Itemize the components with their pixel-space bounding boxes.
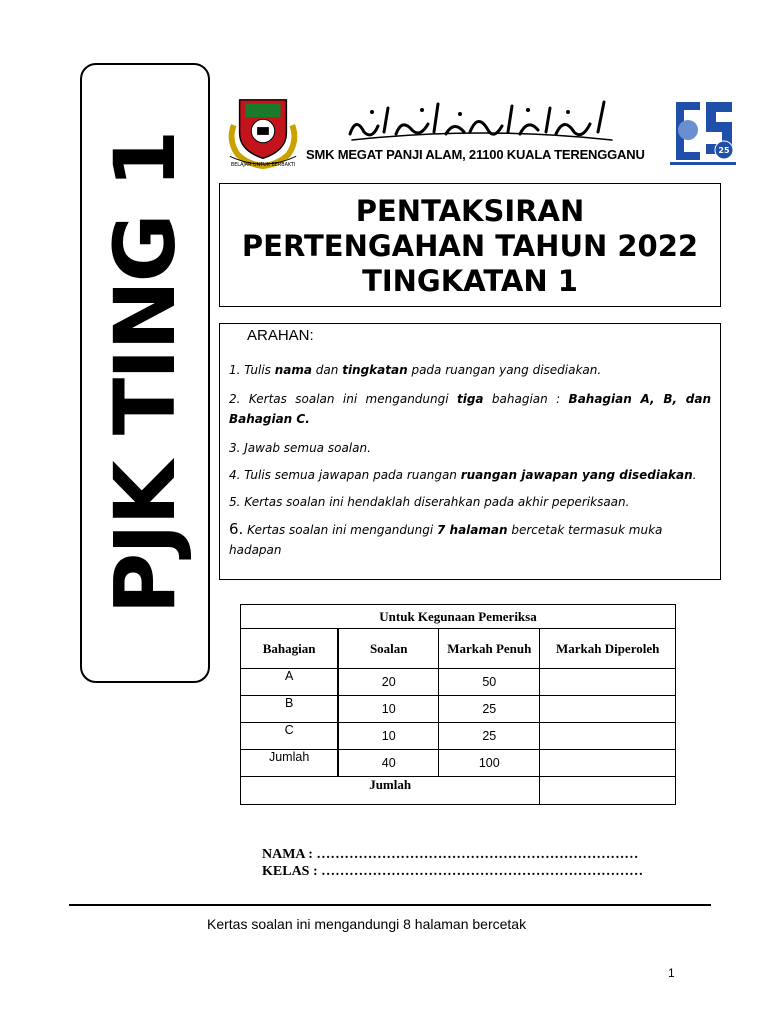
footer-divider — [69, 904, 711, 906]
row-a-penuh: 50 — [439, 669, 540, 696]
row-a-bahagian: A — [241, 669, 339, 696]
row-b-penuh: 25 — [439, 696, 540, 723]
logo-badge-number: 25 — [718, 146, 730, 155]
transformation-program-logo — [666, 94, 740, 168]
instruction-4: 4. Tulis semua jawapan pada ruangan ruangan jawapan yang disediakan. — [229, 468, 697, 482]
row-jumlah-bahagian: Jumlah — [241, 750, 339, 777]
exam-title-box — [219, 183, 721, 307]
row-b-diperoleh[interactable] — [540, 696, 676, 723]
exam-title-line2: PERTENGAHAN TAHUN 2022 — [241, 229, 699, 263]
instruction-6: 6. Kertas soalan ini mengandungi 7 halaman bercetak termasuk muka hadapan — [229, 520, 663, 557]
row-jumlah-penuh: 100 — [439, 750, 540, 777]
header-bahagian: Bahagian — [241, 629, 339, 669]
total-value-cell[interactable] — [540, 777, 676, 805]
footer-note: Kertas soalan ini mengandungi 8 halaman bercetak — [207, 916, 527, 932]
school-name: SMK MEGAT PANJI ALAM, 21100 KUALA TERENGGANU — [306, 147, 645, 162]
arabic-calligraphy-motto — [342, 96, 618, 144]
row-a-diperoleh[interactable] — [540, 669, 676, 696]
total-label: Jumlah — [241, 777, 540, 805]
instruction-3: 3. Jawab semua soalan. — [229, 441, 371, 455]
row-a-soalan: 20 — [338, 669, 438, 696]
row-c-bahagian: C — [241, 723, 339, 750]
student-name-field[interactable]: NAMA : …………………………………………………………… — [262, 847, 639, 862]
instruction-2: 2. Kertas soalan ini mengandungi tiga bahagian : Bahagian A, B, dan Bahagian C. — [229, 392, 712, 426]
row-c-soalan: 10 — [338, 723, 438, 750]
row-jumlah-diperoleh[interactable] — [540, 750, 676, 777]
exam-title-line3: TINGKATAN 1 — [362, 264, 578, 298]
row-c-diperoleh[interactable] — [540, 723, 676, 750]
header-markah-diperoleh: Markah Diperoleh — [540, 629, 676, 669]
subject-side-label: PJK TING 1 — [96, 131, 194, 615]
table-row — [241, 669, 676, 696]
exam-title-line1: PENTAKSIRAN — [355, 194, 585, 228]
instruction-5: 5. Kertas soalan ini hendaklah diserahkan pada akhir peperiksaan. — [229, 495, 630, 509]
examiner-marks-table — [240, 604, 676, 805]
student-class-field[interactable]: KELAS : …………………………………………………………… — [262, 864, 644, 879]
table-row — [241, 696, 676, 723]
header-soalan: Soalan — [338, 629, 438, 669]
page-number: 1 — [668, 966, 675, 980]
header-markah-penuh: Markah Penuh — [439, 629, 540, 669]
instructions-heading: ARAHAN: — [247, 327, 314, 344]
table-row — [241, 750, 676, 777]
row-b-soalan: 10 — [338, 696, 438, 723]
school-crest-logo — [224, 92, 302, 170]
instruction-1: 1. Tulis nama dan tingkatan pada ruangan yang disediakan. — [229, 363, 602, 377]
row-b-bahagian: B — [241, 696, 339, 723]
row-jumlah-soalan: 40 — [338, 750, 438, 777]
table-caption: Untuk Kegunaan Pemeriksa — [241, 605, 676, 629]
crest-motto: BELAJAR UNTUK BERBAKTI — [230, 162, 296, 169]
table-row — [241, 723, 676, 750]
row-c-penuh: 25 — [439, 723, 540, 750]
